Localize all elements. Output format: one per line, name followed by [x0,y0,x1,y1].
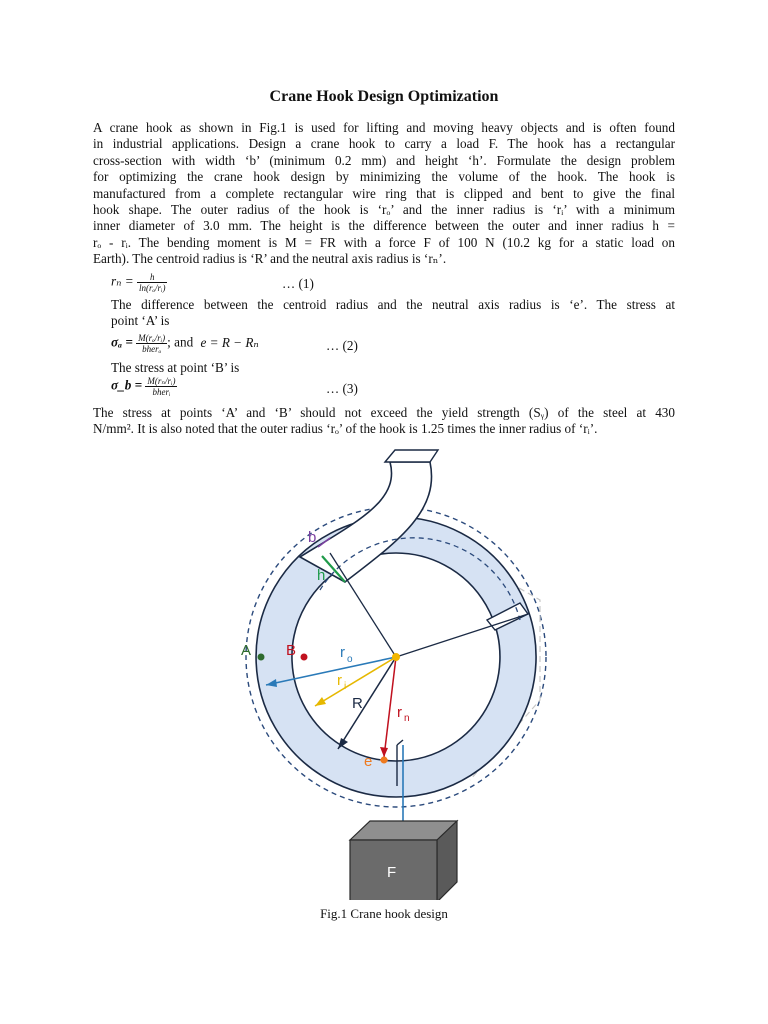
point-b-marker [301,654,308,661]
center-point [392,653,400,661]
point-a-marker [258,654,265,661]
yield-line-1: The stress at points ‘A’ and ‘B’ should not exceed the yield strength (Sᵧ) of the steel at 430 [93,405,675,420]
eq2-fraction [136,333,167,354]
intro-line-9: Earth). The centroid radius is ‘R’ and the neutral axis radius is ‘rₙ’. [93,251,447,267]
eq3-lhs: σ_b = [111,377,143,393]
figure-caption: Fig.1 Crane hook design [320,906,448,921]
equation-3 [111,376,177,397]
diff-line-2: point ‘A’ is [111,313,170,329]
eq2-numerator: M(rₒ/rᵢ) [138,333,166,343]
label-rn-sub: n [404,713,410,724]
yield-paragraph [93,405,675,438]
intro-line-6: hook shape. The outer radius of the hook is ‘rₒ’ and the inner radius is ‘rᵢ’ with a minimum [93,202,675,218]
label-e: e [364,753,373,770]
intro-line-5: manufactured from a complete rectangular wire ring that is clipped and bent to give the final [93,185,675,201]
label-b-point: B [286,642,297,659]
eq2-denominator: bherₒ [142,344,162,354]
eq1-number: … (1) [282,276,314,291]
yield-line-2: N/mm². It is also noted that the outer radius ‘rₒ’ of the hook is 1.25 times the inner radius of ‘rᵢ’. [93,421,598,437]
equation-2 [111,333,259,354]
label-ro: r [340,644,345,661]
label-a: A [241,642,252,659]
eq1-denominator: ln(rₒ/rᵢ) [138,283,166,293]
label-h: h [317,567,326,584]
label-ri: r [337,672,342,689]
intro-line-3: cross-section with width ‘b’ (minimum 0.2 mm) and height ‘h’. Formulate the design problem [93,152,675,168]
label-f: F [387,864,397,881]
rod-hook-tip [397,740,403,745]
rn-arrowhead [380,747,388,757]
intro-line-2: in industrial applications. Design a crane hook to carry a load F. The hook has a rectangular [93,136,675,152]
label-rn: r [397,704,402,721]
eq3-fraction [145,376,177,397]
ri-arrowhead [315,697,326,706]
eq1-lhs: rₙ = [111,273,134,289]
label-ro-sub: o [347,654,353,665]
eq1-numerator: h [137,272,168,283]
centroid-difference-text [111,297,675,330]
equation-1 [111,272,167,293]
intro-line-7: inner diameter of 3.0 mm. The height is the difference between the outer and inner radius h = [93,218,675,234]
crane-hook-figure [0,440,768,900]
label-r: R [352,695,363,712]
hook-neck [300,462,432,582]
intro-line-8: rₒ - rᵢ. The bending moment is M = FR with a force F of 100 N (10.2 kg for a static load on [93,234,675,250]
label-ri-sub: i [344,681,347,692]
eq2-lhs: σₐ = [111,334,133,350]
eq3-number: … (3) [326,381,358,396]
eq3-numerator: M(rₙ/rᵢ) [147,376,176,386]
intro-line-1: A crane hook as shown in Fig.1 is used for lifting and moving heavy objects and is often found [93,120,675,135]
diff-line-1: The difference between the centroid radius and the neutral axis radius is ‘e’. The stress at [111,297,675,312]
neck-top-face [385,450,438,462]
stress-b-text: The stress at point ‘B’ is [111,360,240,375]
eq1-fraction [137,272,168,293]
document-title: Crane Hook Design Optimization [269,88,499,105]
eq3-denominator: bherᵢ [152,387,171,397]
intro-line-4: for optimizing the crane hook design by minimizing the volume of the hook. The hook is [93,169,675,185]
label-b: b [308,529,317,546]
eq2-number: … (2) [326,338,358,353]
intro-paragraph [93,120,675,268]
eq2-rhs: e = R − Rₙ [200,334,259,350]
eq2-mid: ; and [167,334,194,350]
